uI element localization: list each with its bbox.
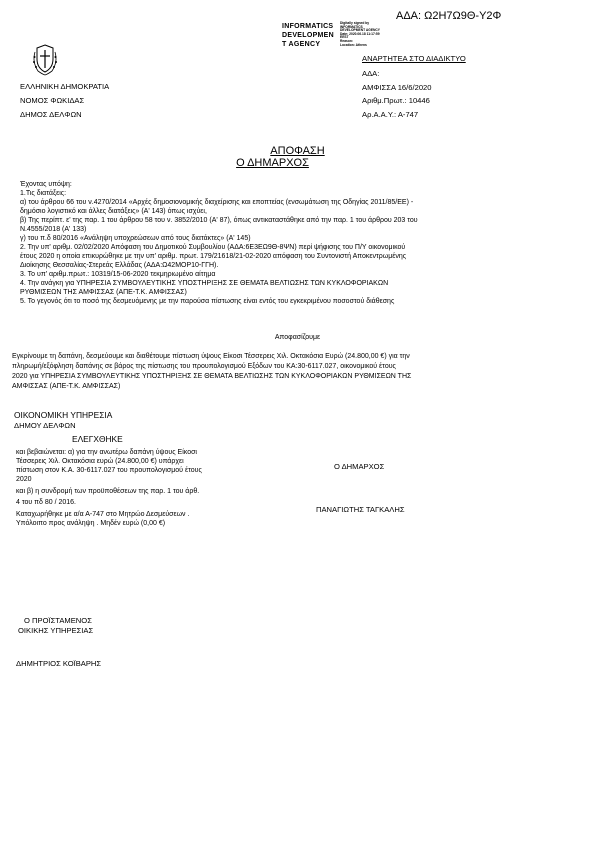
info-line: DEVELOPMEN xyxy=(282,32,335,39)
preamble-line: Διοίκησης Θεσσαλίας-Στερεάς Ελλάδας (ΑΔΑ:Ω42ΜΟΡ10-ΓΓΗ). xyxy=(20,262,219,269)
certification-line: Καταχωρήθηκε με α/α Α-747 στο Μητρώο Δεσμεύσεων . xyxy=(16,511,190,518)
certification-line: 2020 xyxy=(16,476,32,483)
digital-signature-details xyxy=(340,22,380,47)
decision-line: πληρωμή/εξόφληση δαπάνης σε βάρος της πίστωσης του προυπολογισμού Εξόδων του ΚΑ:30-6117.027, οικονομικού έτους xyxy=(12,363,396,370)
preamble-line: 1.Τις διατάξεις: xyxy=(20,190,67,197)
decision-line: 2020 για ΥΠΗΡΕΣΙΑ ΣΥΜΒΟΥΛΕΥΤΙΚΗΣ ΥΠΟΣΤΗΡΙΞΗΣ ΣΕ ΘΕΜΑΤΑ ΒΕΛΤΙΩΣΗΣ ΤΩΝ ΚΥΚΛΟΦΟΡΙΑΚΩΝ ΡΥΘΜΙΣΕΩΝ ΤΗΣ xyxy=(12,373,412,380)
decision-title: ΑΠΟΦΑΣΗ xyxy=(270,145,325,157)
finance-service-municipality: ΔΗΜΟΥ ΔΕΛΦΩΝ xyxy=(14,421,76,430)
preamble xyxy=(20,180,418,306)
signature-detail: Location: Athens xyxy=(340,42,367,47)
signature-detail: Digitally signed by xyxy=(340,21,370,25)
preamble-line: 5. Το γεγονός ότι το ποσό της δεσμευόμενης με την παρούσα πίστωσης είναι εντός του εγκεκριμένου ποσοστού διάθεσης xyxy=(20,298,395,305)
issuer-line: ΝΟΜΟΣ ΦΩΚΙΔΑΣ xyxy=(20,96,85,105)
preamble-line: 4. Την ανάγκη για ΥΠΗΡΕΣΙΑ ΣΥΜΒΟΥΛΕΥΤΙΚΗΣ ΥΠΟΣΤΗΡΙΞΗΣ ΣΕ ΘΕΜΑΤΑ ΒΕΛΤΙΩΣΗΣ ΤΩΝ ΚΥΚΛΟΦΟΡΙΑΚΩΝ xyxy=(20,280,389,287)
mayor-heading: Ο ΔΗΜΑΡΧΟΣ xyxy=(236,157,309,169)
preamble-line: Ν.4555/2018 (Α' 133) xyxy=(20,226,87,233)
issuer-line: ΔΗΜΟΣ ΔΕΛΦΩΝ xyxy=(20,110,82,119)
head-title-line: ΟΙΚΙΚΗΣ ΥΠΗΡΕΣΙΑΣ xyxy=(18,625,94,635)
issuer-line: ΕΛΛΗΝΙΚΗ ΔΗΜΟΚΡΑΤΙΑ xyxy=(20,82,110,91)
preamble-line: ΡΥΘΜΙΣΕΩΝ ΤΗΣ ΑΜΦΙΣΣΑΣ (ΑΠΕ-Τ.Κ. ΑΜΦΙΣΣΑΣ) xyxy=(20,289,187,296)
protocol-details xyxy=(362,69,432,119)
protocol-line: Αρ.Α.Α.Υ.: Α-747 xyxy=(362,109,419,119)
decision-line: Εγκρίνουμε τη δαπάνη, δεσμεύουμε και διαθέτουμε πίστωση ύψους Είκοσι Τέσσερεις Χιλ. Οκτακόσια Ευρώ (24.800,00 €) για την xyxy=(12,353,410,360)
preamble-line: 3. Το υπ' αριθμ.πρωτ.: 10319/15-06-2020 τεκμηριωμένο αίτημα xyxy=(20,271,216,278)
finance-service-title: ΟΙΚΟΝΟΜΙΚΗ ΥΠΗΡΕΣΙΑ xyxy=(14,410,113,420)
certification-line: Τέσσερεις Χιλ. Οκτακόσια ευρώ (24.800,00 €) υπάρχει xyxy=(16,458,184,465)
ada-code: ΑΔΑ: Ω2Η7Ω9Θ-Υ2Φ xyxy=(396,10,502,22)
mayor-signature-title: Ο ΔΗΜΑΡΧΟΣ xyxy=(334,462,385,471)
certification-line: πίστωση στον Κ.Α. 30-6117.027 του προυπολογισμού έτους xyxy=(16,467,202,474)
checked-stamp: ΕΛΕΓΧΘΗΚΕ xyxy=(72,434,123,444)
protocol-line: Αριθμ.Πρωτ.: 10446 xyxy=(362,96,430,105)
preamble-line: Έχοντας υπόψη: xyxy=(20,181,72,188)
info-line: T AGENCY xyxy=(282,41,321,48)
finance-certification xyxy=(16,448,202,528)
decision-text xyxy=(12,352,411,392)
preamble-line: β) Της περίπτ. ε' της παρ. 1 του άρθρου 58 του ν. 3852/2010 (Α' 87), όπως αντικαταστάθηκε από την παρ. 1 του άρθρου 203 του xyxy=(20,217,418,224)
hellenic-republic-emblem-icon xyxy=(30,42,60,76)
signature-detail: Reason: xyxy=(340,38,354,43)
signature-detail: Date: 2020.06.18 11:17:59 xyxy=(340,31,380,36)
preamble-line: έτους 2020 η οποία επικυρώθηκε με την υπ' αριθμ. πρωτ. 179/21618/21-02-2020 απόφαση του Συντονιστή Αποκεντρωμένης xyxy=(20,253,407,260)
certification-line: και β) η συνδρομή των προϋποθέσεων της παρ. 1 του άρθ. xyxy=(16,488,200,495)
signature-detail: DEVELOPMENT AGENCY xyxy=(340,28,380,33)
preamble-line: γ) του π.δ 80/2016 «Ανάληψη υποχρεώσεων από τους διατάκτες» (Α' 145) xyxy=(20,235,251,242)
certification-line: 4 του πδ 80 / 2016. xyxy=(16,499,76,506)
signature-detail: INFORMATICS xyxy=(340,24,363,29)
informatics-development-agency-label xyxy=(282,22,334,49)
mayor-name: ΠΑΝΑΓΙΩΤΗΣ ΤΑΓΚΑΛΗΣ xyxy=(316,505,405,514)
preamble-line: δημόσιο λογιστικό και άλλες διατάξεις» (Α' 143) όπως ισχύει, xyxy=(20,208,207,215)
certification-line: Υπόλοιπο προς ανάληψη . Μηδέν ευρώ (0,00 €) xyxy=(16,520,166,527)
signature-detail: EEST xyxy=(340,35,349,40)
posting-notice: ΑΝΑΡΤΗΤΕΑ ΣΤΟ ΔΙΑΔΙΚΤΥΟ xyxy=(362,54,466,63)
head-of-department-title xyxy=(18,616,93,635)
decision-line: ΑΜΦΙΣΣΑΣ (ΑΠΕ-Τ.Κ. ΑΜΦΙΣΣΑΣ) xyxy=(12,383,121,390)
head-of-department-name: ΔΗΜΗΤΡΙΟΣ ΚΟΪΒΑΡΗΣ xyxy=(16,659,102,668)
protocol-line: ΑΜΦΙΣΣΑ 16/6/2020 xyxy=(362,82,432,92)
certification-line: και βεβαιώνεται: α) για την ανωτέρω δαπάνη ύψους Είκοσι xyxy=(16,449,197,456)
protocol-line: ΑΔΑ: xyxy=(362,69,380,78)
preamble-line: α) του άρθρου 66 του ν.4270/2014 «Αρχές δημοσιονομικής διαχείρισης και εποπτείας (ενσωμάτωση της Οδηγίας 2011/85/ΕΕ) - xyxy=(20,199,414,206)
decide-heading: Αποφασίζουμε xyxy=(274,334,321,341)
preamble-line: 2. Την υπ' αριθμ. 02/02/2020 Απόφαση του Δημοτικού Συμβουλίου (ΑΔΑ:6Ε3ΕΩ9Θ-8ΨΝ) περί ψήφισης του Π/Υ οικονομικού xyxy=(20,244,406,251)
head-title-line: Ο ΠΡΟΪΣΤΑΜΕΝΟΣ xyxy=(24,616,92,625)
issuer-header xyxy=(20,82,109,120)
info-line: INFORMATICS xyxy=(282,23,334,30)
